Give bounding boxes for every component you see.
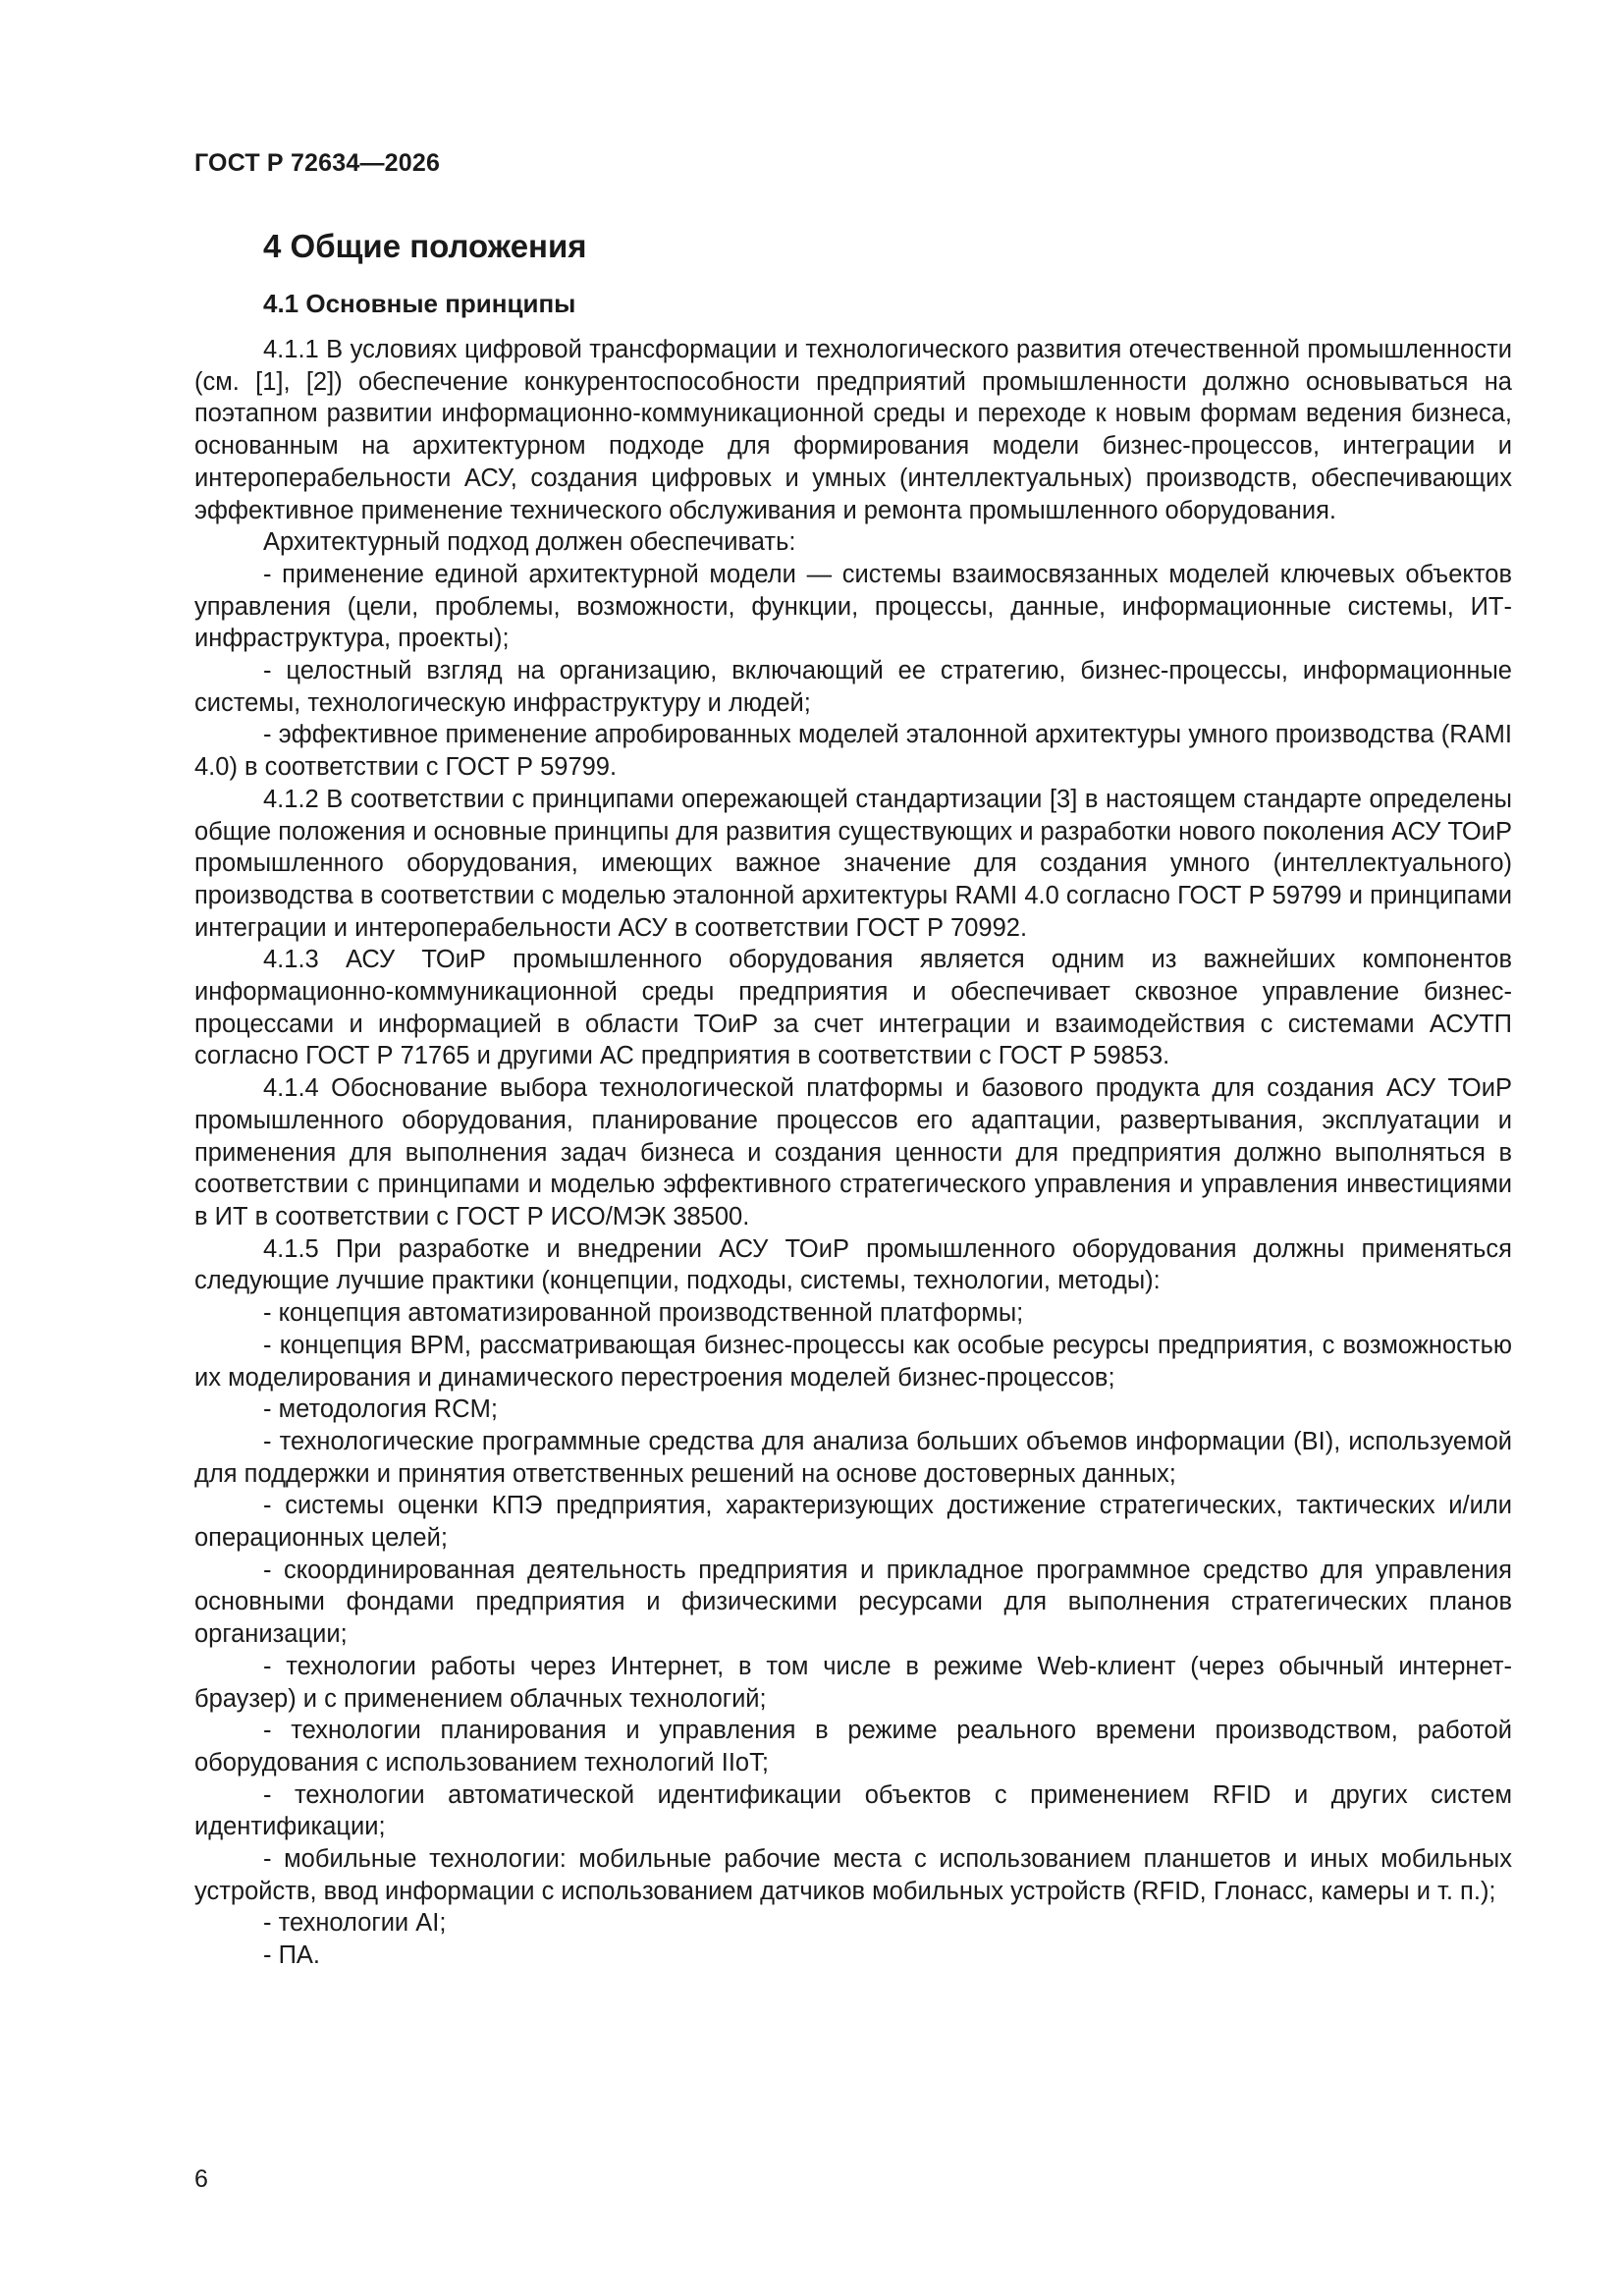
paragraph-4-1-2: 4.1.2 В соответствии с принципами опережающей стандартизации [3] в настоящем стандарте определены общие положения и основные принципы для развития существующих и разработки нового поколения АСУ ТОиР промышленного оборудования, имеющих важное значение для создания умного (интеллектуального) производства в соответствии с моделью эталонной архитектуры RAMI 4.0 согласно ГОСТ Р 59799 и принципами интеграции и интероперабельности АСУ в соответствии ГОСТ Р 70992.	[194, 785, 1512, 942]
list-item: - технологии работы через Интернет, в том числе в режиме Web-клиент (через обычный интернет-браузер) и с применением облачных технологий;	[194, 1652, 1512, 1713]
list-item: - методология RCM;	[263, 1395, 498, 1424]
section-heading: 4 Общие положения	[263, 228, 587, 264]
list-item: - технологии AI;	[263, 1909, 447, 1938]
list-item: - технологии планирования и управления в режиме реального времени производством, работой оборудования с использованием технологий IIoT;	[194, 1717, 1512, 1777]
body-text	[194, 334, 1512, 1972]
page-number: 6	[194, 2165, 208, 2193]
paragraph-4-1-3: 4.1.3 АСУ ТОиР промышленного оборудования является одним из важнейших компонентов информационно-коммуникационной среды предприятия и обеспечивает сквозное управление бизнес-процессами и информацией в области ТОиР за счет интеграции и взаимодействия с системами АСУТП согласно ГОСТ Р 71765 и другими АС предприятия в соответствии с ГОСТ Р 59853.	[194, 946, 1512, 1070]
list-item: - целостный взгляд на организацию, включающий ее стратегию, бизнес-процессы, информационные системы, технологическую инфраструктуру и людей;	[194, 657, 1512, 717]
paragraph-4-1-1: 4.1.1 В условиях цифровой трансформации и технологического развития отечественной промышленности (см. [1], [2]) обеспечение конкурентоспособности предприятий промышленности должно основываться на поэтапном развитии информационно-коммуникационной среды и переходе к новым формам ведения бизнеса, основанным на архитектурном подходе для формирования модели бизнес-процессов, интеграции и интероперабельности АСУ, создания цифровых и умных (интеллектуальных) производств, обеспечивающих эффективное применение технического обслуживания и ремонта промышленного оборудования.	[194, 336, 1512, 524]
paragraph-4-1-4: 4.1.4 Обоснование выбора технологической платформы и базового продукта для создания АСУ ТОиР промышленного оборудования, планирование процессов его адаптации, развертывания, эксплуатации и применения для выполнения задач бизнеса и создания ценности для предприятия должно выполняться в соответствии с принципами и моделью эффективного стратегического управления и управления инвестициями в ИТ в соответствии с ГОСТ Р ИСО/МЭК 38500.	[194, 1074, 1512, 1230]
list-item: - системы оценки КПЭ предприятия, характеризующих достижение стратегических, тактических и/или операционных целей;	[194, 1492, 1512, 1553]
list-item: - технологии автоматической идентификации объектов с применением RFID и других систем идентификации;	[194, 1780, 1512, 1841]
list-item: - мобильные технологии: мобильные рабочие места с использованием планшетов и иных мобильных устройств, ввод информации с использованием датчиков мобильных устройств (RFID, Глонасс, камеры и т. п.);	[194, 1845, 1512, 1905]
list-item: - концепция автоматизированной производственной платформы;	[263, 1299, 1024, 1328]
list-item: - технологические программные средства для анализа больших объемов информации (BI), используемой для поддержки и принятия ответственных решений на основе достоверных данных;	[194, 1427, 1512, 1488]
subsection-heading: 4.1 Основные принципы	[263, 289, 576, 318]
list-item: - скоординированная деятельность предприятия и прикладное программное средство для управления основными фондами предприятия и физическими ресурсами для выполнения стратегических планов организации;	[194, 1556, 1512, 1649]
list-item: - концепция BPM, рассматривающая бизнес-процессы как особые ресурсы предприятия, с возможностью их моделирования и динамического перестроения моделей бизнес-процессов;	[194, 1331, 1512, 1392]
document-code-header: ГОСТ Р 72634—2026	[194, 149, 441, 177]
paragraph-4-1-5: 4.1.5 При разработке и внедрении АСУ ТОиР промышленного оборудования должны применяться следующие лучшие практики (концепции, подходы, системы, технологии, методы):	[194, 1234, 1512, 1295]
list-item: - эффективное применение апробированных моделей эталонной архитектуры умного производства (RAMI 4.0) в соответствии с ГОСТ Р 59799.	[194, 721, 1512, 782]
list-item: - применение единой архитектурной модели — системы взаимосвязанных моделей ключевых объектов управления (цели, проблемы, возможности, функции, процессы, данные, информационные системы, ИТ-инфраструктура, проекты);	[194, 560, 1512, 653]
paragraph-architecture-intro: Архитектурный подход должен обеспечивать:	[263, 528, 796, 557]
list-item: - ПА.	[263, 1941, 320, 1970]
